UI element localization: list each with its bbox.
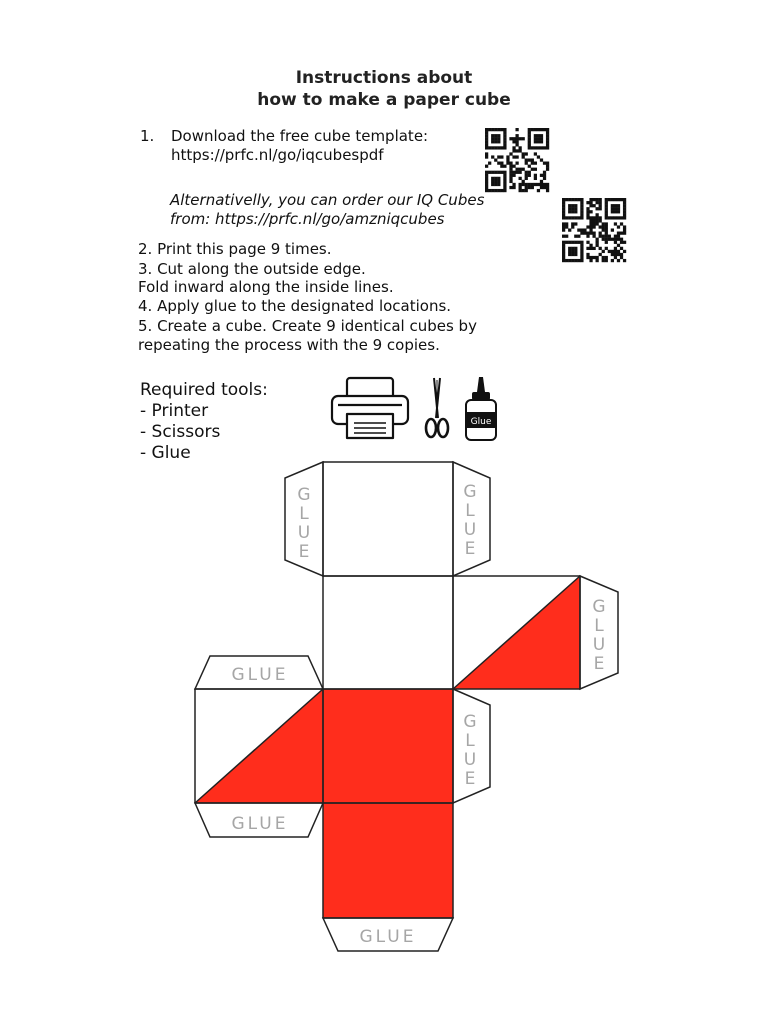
scissors-icon — [426, 378, 448, 437]
qr-code-template-icon[interactable] — [484, 128, 550, 192]
glue-label-bottom: GLUE — [359, 927, 417, 947]
glue-letter: L — [465, 731, 475, 751]
red-bottom-face — [323, 803, 453, 918]
step-3-fold: Fold inward along the inside lines. — [138, 278, 394, 296]
printer-icon — [332, 378, 408, 438]
glue-letter: E — [464, 769, 476, 789]
upper-middle-face — [323, 576, 453, 689]
tool-printer: - Printer — [140, 401, 209, 421]
alternative-line-1: Alternativelly, you can order our IQ Cubes — [170, 191, 485, 209]
glue-letter: E — [593, 654, 605, 674]
tools-heading: Required tools: — [140, 380, 268, 400]
step-3: 3. Cut along the outside edge. — [138, 260, 366, 278]
glue-label-center-right — [463, 712, 476, 789]
glue-letter: U — [297, 523, 311, 543]
glue-label-top-right — [463, 482, 476, 559]
glue-letter: G — [297, 485, 311, 505]
glue-bottle-icon — [466, 377, 496, 440]
step-1-text: Download the free cube template: — [171, 127, 429, 145]
glue-label-top-left — [297, 485, 310, 562]
cube-net — [195, 462, 618, 951]
red-center-face — [323, 689, 453, 803]
step-5: 5. Create a cube. Create 9 identical cubes by — [138, 317, 477, 335]
glue-letter: E — [464, 539, 476, 559]
top-face — [323, 462, 453, 576]
step-5-repeat: repeating the process with the 9 copies. — [138, 336, 440, 354]
glue-label-right — [592, 597, 605, 674]
glue-letter: L — [299, 504, 309, 524]
step-4: 4. Apply glue to the designated locations. — [138, 297, 452, 315]
step-2: 2. Print this page 9 times. — [138, 240, 332, 258]
glue-letter: L — [594, 616, 604, 636]
glue-letter: U — [592, 635, 606, 655]
title-line-2: how to make a paper cube — [257, 90, 511, 110]
tool-glue: - Glue — [140, 443, 191, 463]
glue-letter: G — [592, 597, 606, 617]
glue-bottle-label: Glue — [470, 417, 492, 427]
glue-letter: U — [463, 750, 477, 770]
glue-letter: G — [463, 712, 477, 732]
alternative-line-2[interactable]: from: https://prfc.nl/go/amzniqcubes — [170, 210, 445, 228]
glue-label-left-top: GLUE — [231, 665, 289, 685]
step-1-number: 1. — [140, 127, 155, 145]
title-line-1: Instructions about — [295, 68, 473, 88]
glue-letter: E — [298, 542, 310, 562]
glue-letter: U — [463, 520, 477, 540]
glue-label-left-bottom: GLUE — [231, 814, 289, 834]
step-1-url[interactable]: https://prfc.nl/go/iqcubespdf — [171, 146, 384, 164]
qr-code-amazon-icon[interactable] — [561, 198, 627, 262]
glue-letter: L — [465, 501, 475, 521]
tool-scissors: - Scissors — [140, 422, 221, 442]
glue-letter: G — [463, 482, 477, 502]
